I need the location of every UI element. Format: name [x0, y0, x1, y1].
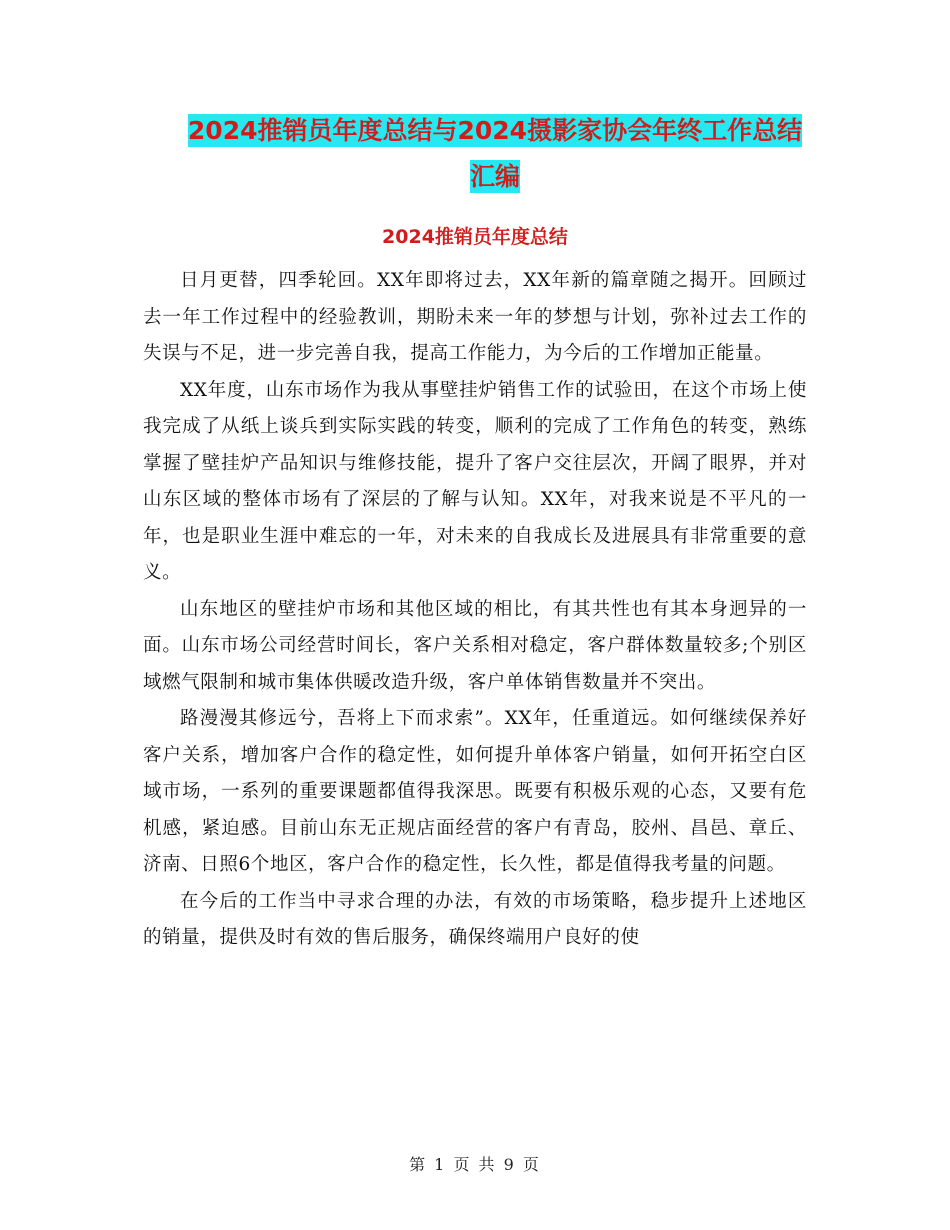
page-footer: 第 1 页 共 9 页	[409, 1155, 541, 1174]
body-text	[143, 263, 807, 957]
title-line-2: 汇编	[469, 162, 520, 191]
section-title: 2024推销员年度总结	[382, 226, 568, 248]
paragraph-4: 路漫漫其修远兮，吾将上下而求索”。XX年，任重道远。如何继续保养好客户关系，增加客户合作的稳定性，如何提升单体客户销量，如何开拓空白区域市场，一系列的重要课题都值得我深思。既要有积极乐观的心态，又要有危机感，紧迫感。目前山东无正规店面经营的客户有青岛，胶州、昌邑、章丘、济南、日照6个地区，客户合作的稳定性，长久性，都是值得我考量的问题。	[143, 708, 807, 875]
paragraph-5: 在今后的工作当中寻求合理的办法，有效的市场策略，稳步提升上述地区的销量，提供及时有效的售后服务，确保终端用户良好的使	[143, 890, 807, 948]
title-line-1: 2024推销员年度总结与2024摄影家协会年终工作总结	[187, 116, 803, 145]
document-title	[160, 108, 830, 200]
paragraph-1: 日月更替，四季轮回。XX年即将过去，XX年新的篇章随之揭开。回顾过去一年工作过程中的经验教训，期盼未来一年的梦想与计划，弥补过去工作的失误与不足，进一步完善自我，提高工作能力，为今后的工作增加正能量。	[143, 270, 807, 364]
paragraph-3: 山东地区的壁挂炉市场和其他区域的相比，有其共性也有其本身迥异的一面。山东市场公司经营时间长，客户关系相对稳定，客户群体数量较多;个别区域燃气限制和城市集体供暖改造升级，客户单体销售数量并不突出。	[143, 598, 807, 693]
paragraph-2: XX年度，山东市场作为我从事壁挂炉销售工作的试验田，在这个市场上使我完成了从纸上谈兵到实际实践的转变，顺利的完成了工作角色的转变，熟练掌握了壁挂炉产品知识与维修技能，提升了客户交往层次，开阔了眼界，并对山东区域的整体市场有了深层的了解与认知。XX年，对我来说是不平凡的一年，也是职业生涯中难忘的一年，对未来的自我成长及进展具有非常重要的意义。	[143, 379, 807, 583]
